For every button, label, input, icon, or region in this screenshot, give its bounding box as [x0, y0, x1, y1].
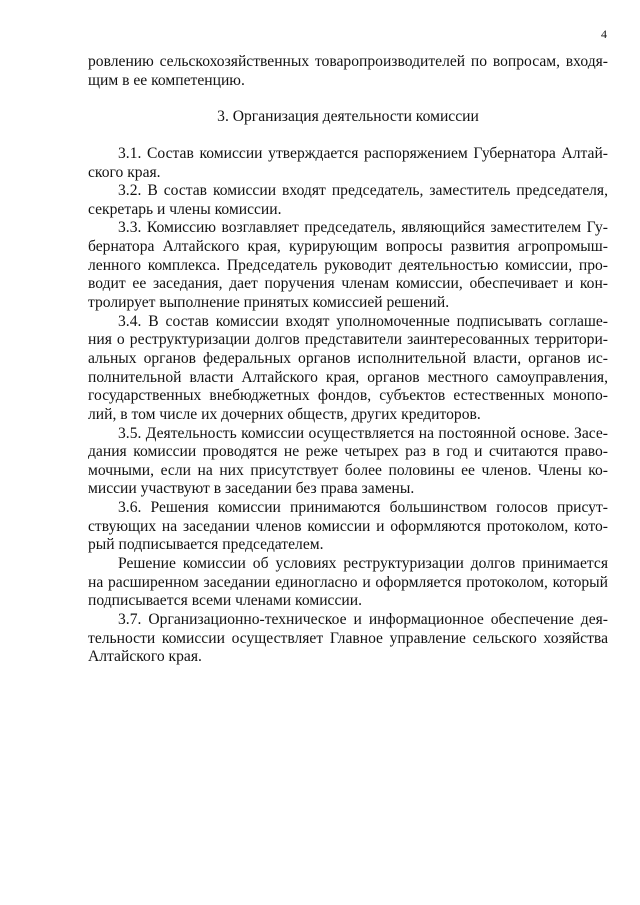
page-number: 4 [601, 27, 607, 41]
paragraph-line: рый подписывается председателем. [88, 536, 324, 554]
paragraph-line: лий, в том числе их дочерних обществ, других кредиторов. [88, 405, 481, 423]
paragraph-3-6 [88, 499, 608, 555]
paragraph-line: ского края. [88, 163, 161, 181]
paragraph-line: подписывается всеми членами комиссии. [88, 592, 362, 610]
section-heading: 3. Организация деятельности комиссии [217, 108, 479, 126]
paragraph-line: 3.2. В состав комиссии входят председатель, заместитель председателя, [118, 182, 608, 200]
paragraph-line: государственных внебюджетных фондов, субъектов естественных монопо- [88, 387, 608, 405]
paragraph-3-3 [88, 219, 608, 312]
paragraph-line: дания комиссии проводятся не реже четырех раз в год и считаются право- [88, 443, 608, 461]
paragraph-line: 3.6. Решения комиссии принимаются большинством голосов присут- [118, 499, 608, 517]
paragraph-3-1 [88, 145, 608, 182]
paragraph-line: тролирует выполнение принятых комиссией решений. [88, 294, 450, 312]
paragraph-3-2 [88, 182, 608, 219]
paragraph-3-5 [88, 425, 608, 500]
paragraph-line: на расширенном заседании единогласно и оформляется протоколом, который [88, 573, 608, 591]
paragraph-line: 3.7. Организационно-техническое и информационное обеспечение дея- [118, 610, 608, 628]
paragraph-line: Алтайского края. [88, 648, 202, 666]
intro-line: ровлению сельскохозяйственных товаропроизводителей по вопросам, входя- [88, 53, 608, 70]
paragraph-line: миссии участвуют в заседании без права замены. [88, 480, 415, 498]
paragraph-line: полнительной власти Алтайского края, органов местного самоуправления, [88, 368, 608, 386]
paragraph-line: мочными, если на них присутствует более половины ее членов. Члены ко- [88, 461, 608, 479]
paragraph-line: 3.5. Деятельность комиссии осуществляется на постоянной основе. Засе- [118, 424, 608, 442]
paragraph-line: тельности комиссии осуществляет Главное управление сельского хозяйства [88, 629, 608, 647]
paragraph-line: 3.1. Состав комиссии утверждается распоряжением Губернатора Алтай- [118, 144, 608, 162]
paragraph-line: альных органов федеральных органов исполнительной власти, органов ис- [88, 349, 608, 367]
paragraph-line: ния о реструктуризации долгов представители заинтересованных территори- [88, 331, 608, 349]
paragraph-line: 3.4. В состав комиссии входят уполномоченные подписывать соглаше- [118, 312, 608, 330]
paragraph-line: ствующих на заседании членов комиссии и оформляются протоколом, кото- [88, 517, 608, 535]
paragraph-line: Решение комиссии об условиях реструктуризации долгов принимается [118, 555, 608, 573]
paragraph-line: водит ее заседания, дает поручения членам комиссии, обеспечивает и кон- [88, 275, 608, 293]
paragraph-line: 3.3. Комиссию возглавляет председатель, являющийся заместителем Гу- [118, 219, 608, 237]
intro-line: щим в ее компетенцию. [88, 71, 245, 89]
paragraph-line: бернатора Алтайского края, курирующим вопросы развития агропромыш- [88, 238, 608, 256]
paragraph-line: секретарь и члены комиссии. [88, 200, 282, 218]
paragraph-line: ленного комплекса. Председатель руководит деятельностью комиссии, про- [88, 256, 608, 274]
paragraph-3-7 [88, 611, 608, 667]
paragraph-3-4 [88, 313, 608, 425]
document-body [88, 53, 608, 667]
paragraph-decision-terms [88, 555, 608, 611]
